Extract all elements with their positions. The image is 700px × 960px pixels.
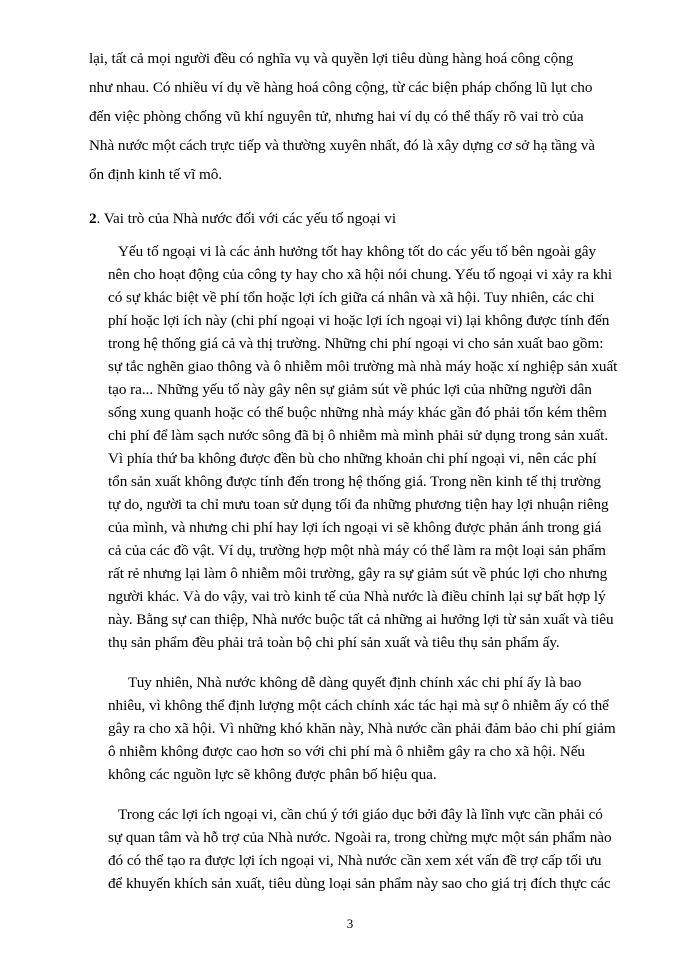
paragraph-2-line-14: cả của các đồ vật. Ví dụ, trường hợp một nhà máy có thể làm ra một loại sản phẩm [108, 542, 606, 559]
paragraph-2-line-3: có sự khác biệt về phí tổn hoặc lợi ích giữa cá nhân và xã hội. Tuy nhiên, các chi [108, 289, 595, 306]
paragraph-1-line-4: Nhà nước một cách trực tiếp và thường xuyên nhất, đó là xây dựng cơ sở hạ tầng và [89, 137, 595, 154]
section-number: 2 [89, 210, 97, 227]
paragraph-2-line-10: Vì phía thứ ba không được đền bù cho những khoản chi phí ngoại vi, nên các phí [108, 450, 597, 467]
paragraph-4-line-2: sự quan tâm và hỗ trợ của Nhà nước. Ngoài ra, trong chừng mực một sán phẩm nào [108, 829, 612, 846]
paragraph-2-line-9: chi phí để làm sạch nước sông đã bị ô nhiễm mà mình phải sử dụng trong sản xuất. [108, 427, 609, 444]
paragraph-3-line-2: nhiêu, vì không thể định lượng một cách chính xác tác hại mà sự ô nhiễm ấy có thể [108, 697, 609, 714]
paragraph-4-line-1: Trong các lợi ích ngoại vi, cần chú ý tới giáo dục bởi đây là lĩnh vực cần phải có [118, 806, 603, 823]
paragraph-2-line-1: Yếu tố ngoại vi là các ảnh hưởng tốt hay không tốt do các yếu tố bên ngoài gây [118, 243, 596, 260]
page-number: 3 [346, 916, 354, 931]
paragraph-3-line-1: Tuy nhiên, Nhà nước không dễ dàng quyết định chính xác chi phí ấy là bao [128, 674, 582, 691]
paragraph-2-line-6: sự tắc nghẽn giao thông và ô nhiễm môi trường mà nhà máy hoặc xí nghiệp sản xuất [108, 358, 618, 375]
paragraph-2-line-4: phí hoặc lợi ích này (chi phí ngoại vi hoặc lợi ích ngoại vi) lại không được tính đến [108, 312, 610, 329]
paragraph-2-line-18: thụ sản phẩm đều phải trả toàn bộ chi phí sản xuất và tiêu thụ sản phẩm ấy. [108, 634, 560, 651]
paragraph-2-line-13: của mình, và nhưng chi phí hay lợi ích ngoại vi sẽ không được phản ánh trong giá [108, 519, 602, 536]
section-heading [89, 210, 396, 228]
paragraph-1-line-3: đến việc phòng chống vũ khí nguyên tử, nhưng hai ví dụ có thể thấy rõ vai trò của [89, 108, 584, 125]
paragraph-4-line-3: đó có thể tạo ra được lợi ích ngoại vi, Nhà nước cần xem xét vấn đề trợ cấp tối ưu [108, 852, 602, 869]
paragraph-3-line-5: không các nguồn lực sẽ không được phân bố hiệu qua. [108, 766, 437, 783]
paragraph-2-line-7: tạo ra... Những yếu tố này gây nên sự giảm sút về phúc lợi của những người dân [108, 381, 592, 398]
section-title: . Vai trò của Nhà nước đối với các yếu tố ngoại vi [96, 210, 396, 227]
paragraph-2-line-11: tổn sản xuất không được tính đến trong hệ thống giá. Trong nền kinh tế thị trường [108, 473, 601, 490]
paragraph-2-line-17: này. Bằng sự can thiệp, Nhà nước buộc tất cả những ai hưởng lợi từ sản xuất và tiêu [108, 611, 614, 628]
paragraph-2-line-2: nên cho hoạt động của công ty hay cho xã hội nói chung. Yếu tố ngoại vi xảy ra khi [108, 266, 612, 283]
paragraph-1-line-5: ổn định kinh tế vĩ mô. [89, 166, 223, 183]
paragraph-1-line-1: lại, tất cả mọi người đều có nghĩa vụ và quyền lợi tiêu dùng hàng hoá công cộng [89, 50, 574, 67]
paragraph-2-line-12: tự do, người ta chỉ mưu toan sử dụng tối đa những phương tiện hay lợi nhuận riêng [108, 496, 609, 513]
paragraph-1-line-2: như nhau. Có nhiều ví dụ về hàng hoá công cộng, từ các biện pháp chống lũ lụt cho [89, 79, 593, 96]
paragraph-2-line-15: rất rẻ nhưng lại làm ô nhiễm môi trường, gây ra sự giảm sút về phúc lợi cho nhưng [108, 565, 608, 582]
paragraph-2-line-16: người khác. Và do vậy, vai trò kinh tế của Nhà nước là điều chỉnh lại sự bất hợp lý [108, 588, 606, 605]
paragraph-2-line-8: sống xung quanh hoặc có thể buộc những nhà máy khác gần đó phải tốn kém thêm [108, 404, 607, 421]
paragraph-2-line-5: trong hệ thống giá cả và thị trường. Những chi phí ngoại vi cho sản xuất bao gồm: [108, 335, 604, 352]
paragraph-3-line-4: ô nhiễm không được cao hơn so với chi phí mà ô nhiễm gây ra cho xã hội. Nếu [108, 743, 585, 760]
paragraph-3-line-3: gây ra cho xã hội. Vì những khó khăn này, Nhà nước cần phải đảm bảo chi phí giảm [108, 720, 616, 737]
paragraph-4-line-4: để khuyến khích sản xuất, tiêu dùng loại sản phẩm này sao cho giá trị đích thực các [108, 875, 611, 892]
